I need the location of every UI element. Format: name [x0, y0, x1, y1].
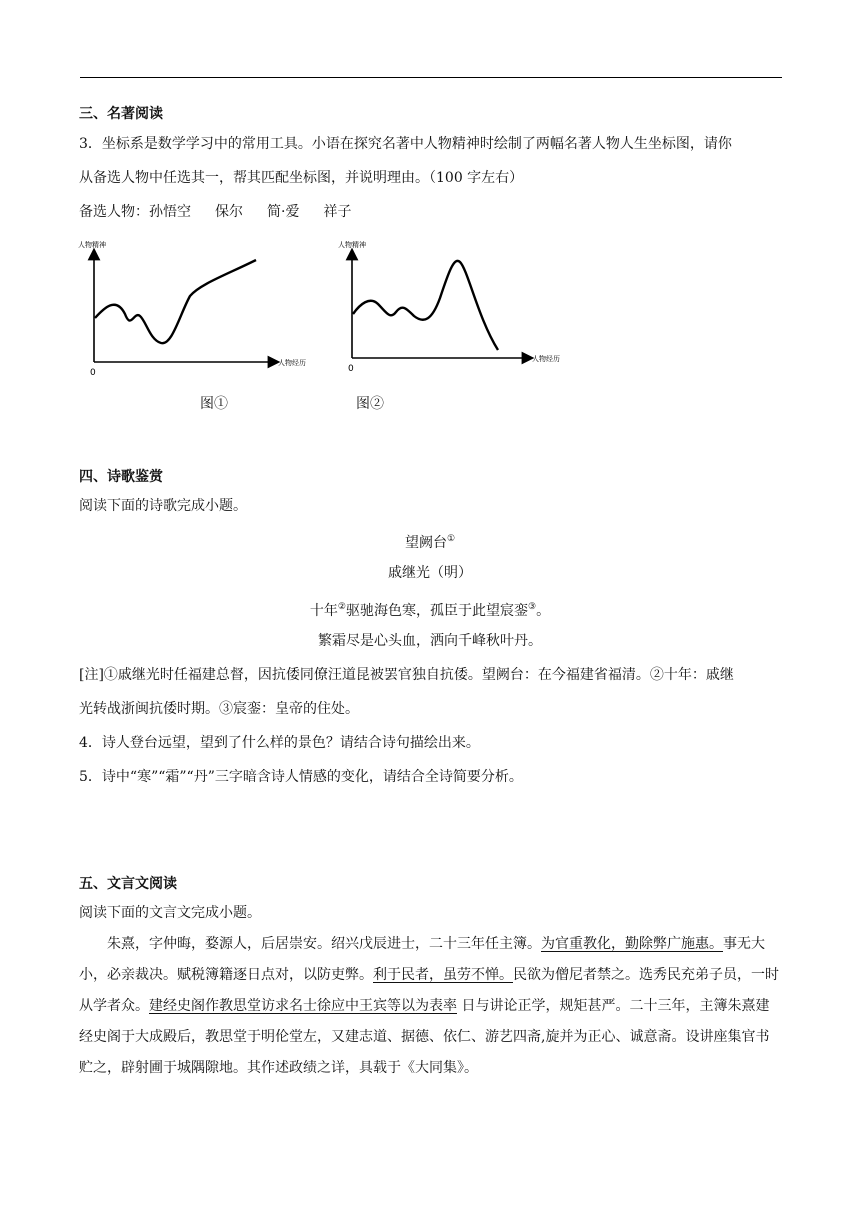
poem-line-1	[0, 597, 860, 621]
passage-underline-2: 利于民者，虽劳不惮。	[373, 967, 513, 983]
candidates-label: 备选人物：	[79, 204, 149, 220]
candidates-line	[79, 202, 351, 222]
graph-1-curve	[95, 260, 256, 343]
graph-2-ylabel: 人物精神	[338, 241, 366, 249]
graph-2-origin: 0	[348, 364, 354, 374]
graph-1-ylabel: 人物精神	[78, 241, 106, 249]
passage-s3: 事无大小，必亲裁决。赋税簿籍逐日点对，以防吏弊。	[79, 936, 765, 983]
graph-1-caption: 图①	[200, 396, 228, 412]
graph-2-curve	[353, 261, 498, 350]
note-line-1: [注]①戚继光时任福建总督，因抗倭同僚汪道昆被罢官独自抗倭。望阙台：在今福建省福清。②十年：戚继	[79, 667, 734, 683]
passage-underline-1: 为官重教化，勤除弊广施惠。	[541, 936, 723, 952]
graph-2-xlabel: 人物经历	[532, 355, 560, 363]
poem-line-1-b: 驱驰海色寒，孤臣于此望宸銮	[346, 603, 528, 619]
poem-title-text: 望阙台	[404, 535, 447, 551]
candidate-1: 孙悟空	[149, 204, 191, 220]
section4-intro: 阅读下面的诗歌完成小题。	[79, 498, 247, 514]
poem-title	[0, 529, 860, 553]
candidate-2: 保尔	[215, 204, 243, 220]
passage-s5: 民欲为僧尼者禁之。选秀民充弟子员，一时从学者众。	[79, 967, 779, 1014]
graph-2-caption: 图②	[356, 396, 384, 412]
question-5: 5．诗中“寒”“霜”“丹”三字暗含诗人情感的变化，请结合全诗简要分析。	[79, 769, 523, 785]
poem-author: 戚继光（明）	[388, 565, 472, 581]
section5-heading: 五、文言文阅读	[79, 876, 177, 892]
passage-underline-3: 建经史阁作教思堂访求名士徐应中王宾等以为表率	[149, 998, 457, 1014]
poem-line-1-c: 。	[536, 603, 551, 619]
candidate-4: 祥子	[323, 204, 352, 220]
section3-heading: 三、名著阅读	[79, 106, 163, 122]
graph-1-xlabel: 人物经历	[278, 359, 306, 367]
section5-intro: 阅读下面的文言文完成小题。	[79, 905, 261, 921]
q3-line2: 从备选人物中任选其一，帮其匹配坐标图，并说明理由。（100 字左右）	[79, 170, 524, 186]
poem-title-footnote-mark: ①	[446, 534, 456, 544]
classical-passage	[79, 929, 782, 1084]
section4-heading: 四、诗歌鉴赏	[79, 469, 163, 485]
poem-line-1-mark: ②	[337, 602, 346, 612]
graph-2	[336, 236, 576, 378]
q3-line1: 3．坐标系是数学学习中的常用工具。小语在探究名著中人物精神时绘制了两幅名著人物人生坐标图，请你	[79, 136, 732, 152]
poem-line-1-a: 十年	[309, 603, 338, 619]
note-line-2: 光转战浙闽抗倭时期。③宸銮：皇帝的住处。	[79, 701, 359, 717]
top-rule	[80, 77, 782, 78]
candidate-3: 简·爱	[267, 204, 300, 220]
passage-s7: 日与讲论正学，规矩甚严。二十三年，主簿朱熹建经史阁于大成殿后，教思堂于明伦堂左，又建志道、据德、依仁、游艺四斋,旋并为正心、诚意斋。设讲座集官书贮之，辟射圃于城隅隙地。其作述政绩之详，具载于《大同集》。	[79, 998, 770, 1076]
passage-s1: 朱熹，字仲晦，婺源人，后居崇安。绍兴戊辰进士，二十三年任主簿。	[107, 936, 541, 952]
graph-1-origin: 0	[90, 368, 96, 378]
question-4: 4．诗人登台远望，望到了什么样的景色？请结合诗句描绘出来。	[79, 735, 480, 751]
poem-line-1-mark2: ③	[528, 602, 537, 612]
graph-1	[78, 236, 318, 378]
poem-line-2: 繁霜尽是心头血，洒向千峰秋叶丹。	[318, 633, 542, 649]
